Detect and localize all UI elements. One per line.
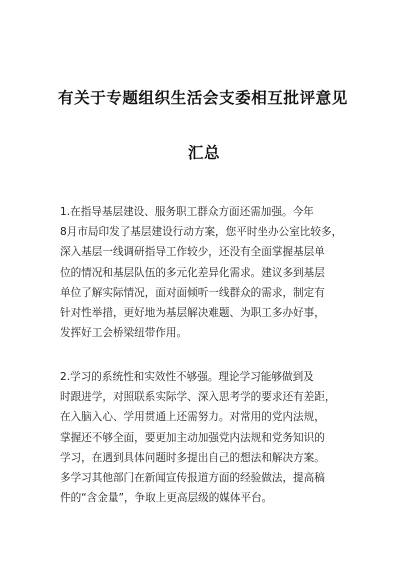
paragraph-line: 单位了解实际情况，面对面倾听一线群众的需求，制定有 — [60, 286, 325, 299]
paragraph-line: 2.学习的系统性和实效性不够强。理论学习能够做到及 — [60, 371, 314, 383]
paragraph-line: 8月市局印发了基层建设行动方案，您平时坐办公室比较多， — [60, 226, 343, 239]
paragraph-line: 位的情况和基层队伍的多元化差异化需求。建议多到基层 — [60, 266, 325, 279]
paragraph-line: 发挥好工会桥梁纽带作用。 — [60, 327, 188, 340]
document-title-continued: 汇总 — [187, 144, 221, 162]
paragraph-line: 多学习其他部门在新闻宣传报道方面的经验做法，提高稿 — [60, 471, 325, 484]
paragraph-line: 1.在指导基层建设、服务职工群众方面还需加强。今年 — [60, 206, 314, 218]
paragraph-line: 件的“含金量”，争取上更高层级的媒体平台。 — [60, 492, 273, 505]
paragraph-line: 掌握还不够全面，要更加主动加强党内法规和党务知识的 — [60, 431, 325, 444]
paragraph-2 — [60, 367, 360, 508]
paragraph-line: 针对性举措，更好地为基层解决难题、为职工多办好事， — [60, 306, 325, 319]
paragraph-line: 深入基层一线调研指导工作较少，还没有全面掌握基层单 — [60, 246, 325, 259]
paragraph-1 — [60, 202, 360, 343]
paragraph-line: 时跟进学，对照联系实际学、深入思考学的要求还有差距， — [60, 391, 336, 404]
document-title: 有关于专题组织生活会支委相互批评意见 — [58, 89, 348, 107]
paragraph-line: 学习，在遇到具体问题时多提出自己的想法和解决方案。 — [60, 451, 325, 464]
paragraph-line: 在入脑入心、学用贯通上还需努力。对常用的党内法规， — [60, 411, 325, 424]
